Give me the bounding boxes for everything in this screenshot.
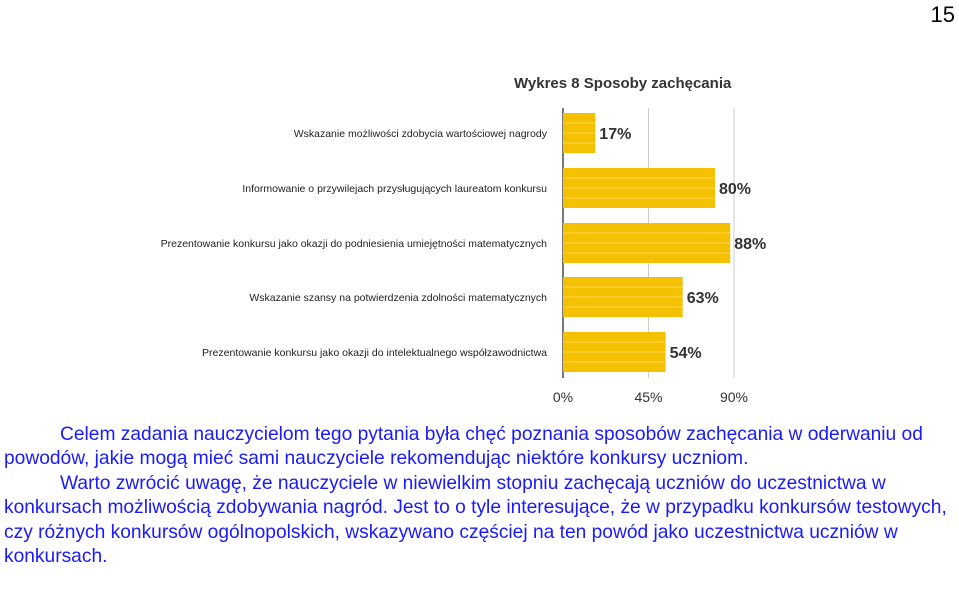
category-label: Prezentowanie konkursu jako okazji do intelektualnego współzawodnictwa: [202, 347, 547, 359]
category-label: Wskazanie szansy na potwierdzenia zdolności matematycznych: [249, 292, 547, 304]
chart-bars: [563, 113, 730, 372]
value-label: 88%: [734, 236, 767, 253]
value-label: 63%: [686, 290, 719, 307]
x-tick-label: 90%: [719, 389, 749, 405]
body-text: [4, 423, 956, 569]
x-axis-ticks: [553, 389, 748, 405]
category-labels: [161, 128, 548, 359]
page-number: 15: [930, 2, 955, 27]
x-tick-label: 45%: [634, 389, 663, 405]
paragraph-intro: Celem zadania nauczycielom tego pytania była chęć poznania sposobów zachęcania w oderwaniu od powodów, jakie mogą mieć sami nauczyciele rekomendując niektóre konkursy uczniom.: [4, 424, 923, 470]
x-tick-label: 0%: [552, 389, 574, 405]
paragraph-remark: Warto zwrócić uwagę, że nauczyciele w niewielkim stopniu zachęcają uczniów do uczestnictwa w konkursach możliwością zdobywania nagród. Jest to o tyle interesujące, że w przypadku konkursów testowych, czy różnych konkursów ogólnopolskich, wskazywano częściej na ten powód jako uczestnictwa uczniów w konkursach.: [4, 472, 947, 568]
value-label: 54%: [669, 345, 702, 362]
category-label: Informowanie o przywilejach przysługujących laureatom konkursu: [242, 183, 547, 195]
chart-title: Wykres 8 Sposoby zachęcania: [514, 75, 732, 92]
category-label: Wskazanie możliwości zdobycia wartościowej nagrody: [293, 128, 547, 140]
value-label: 17%: [599, 126, 632, 143]
category-label: Prezentowanie konkursu jako okazji do podniesienia umiejętności matematycznych: [160, 238, 547, 250]
value-label: 80%: [719, 181, 752, 198]
